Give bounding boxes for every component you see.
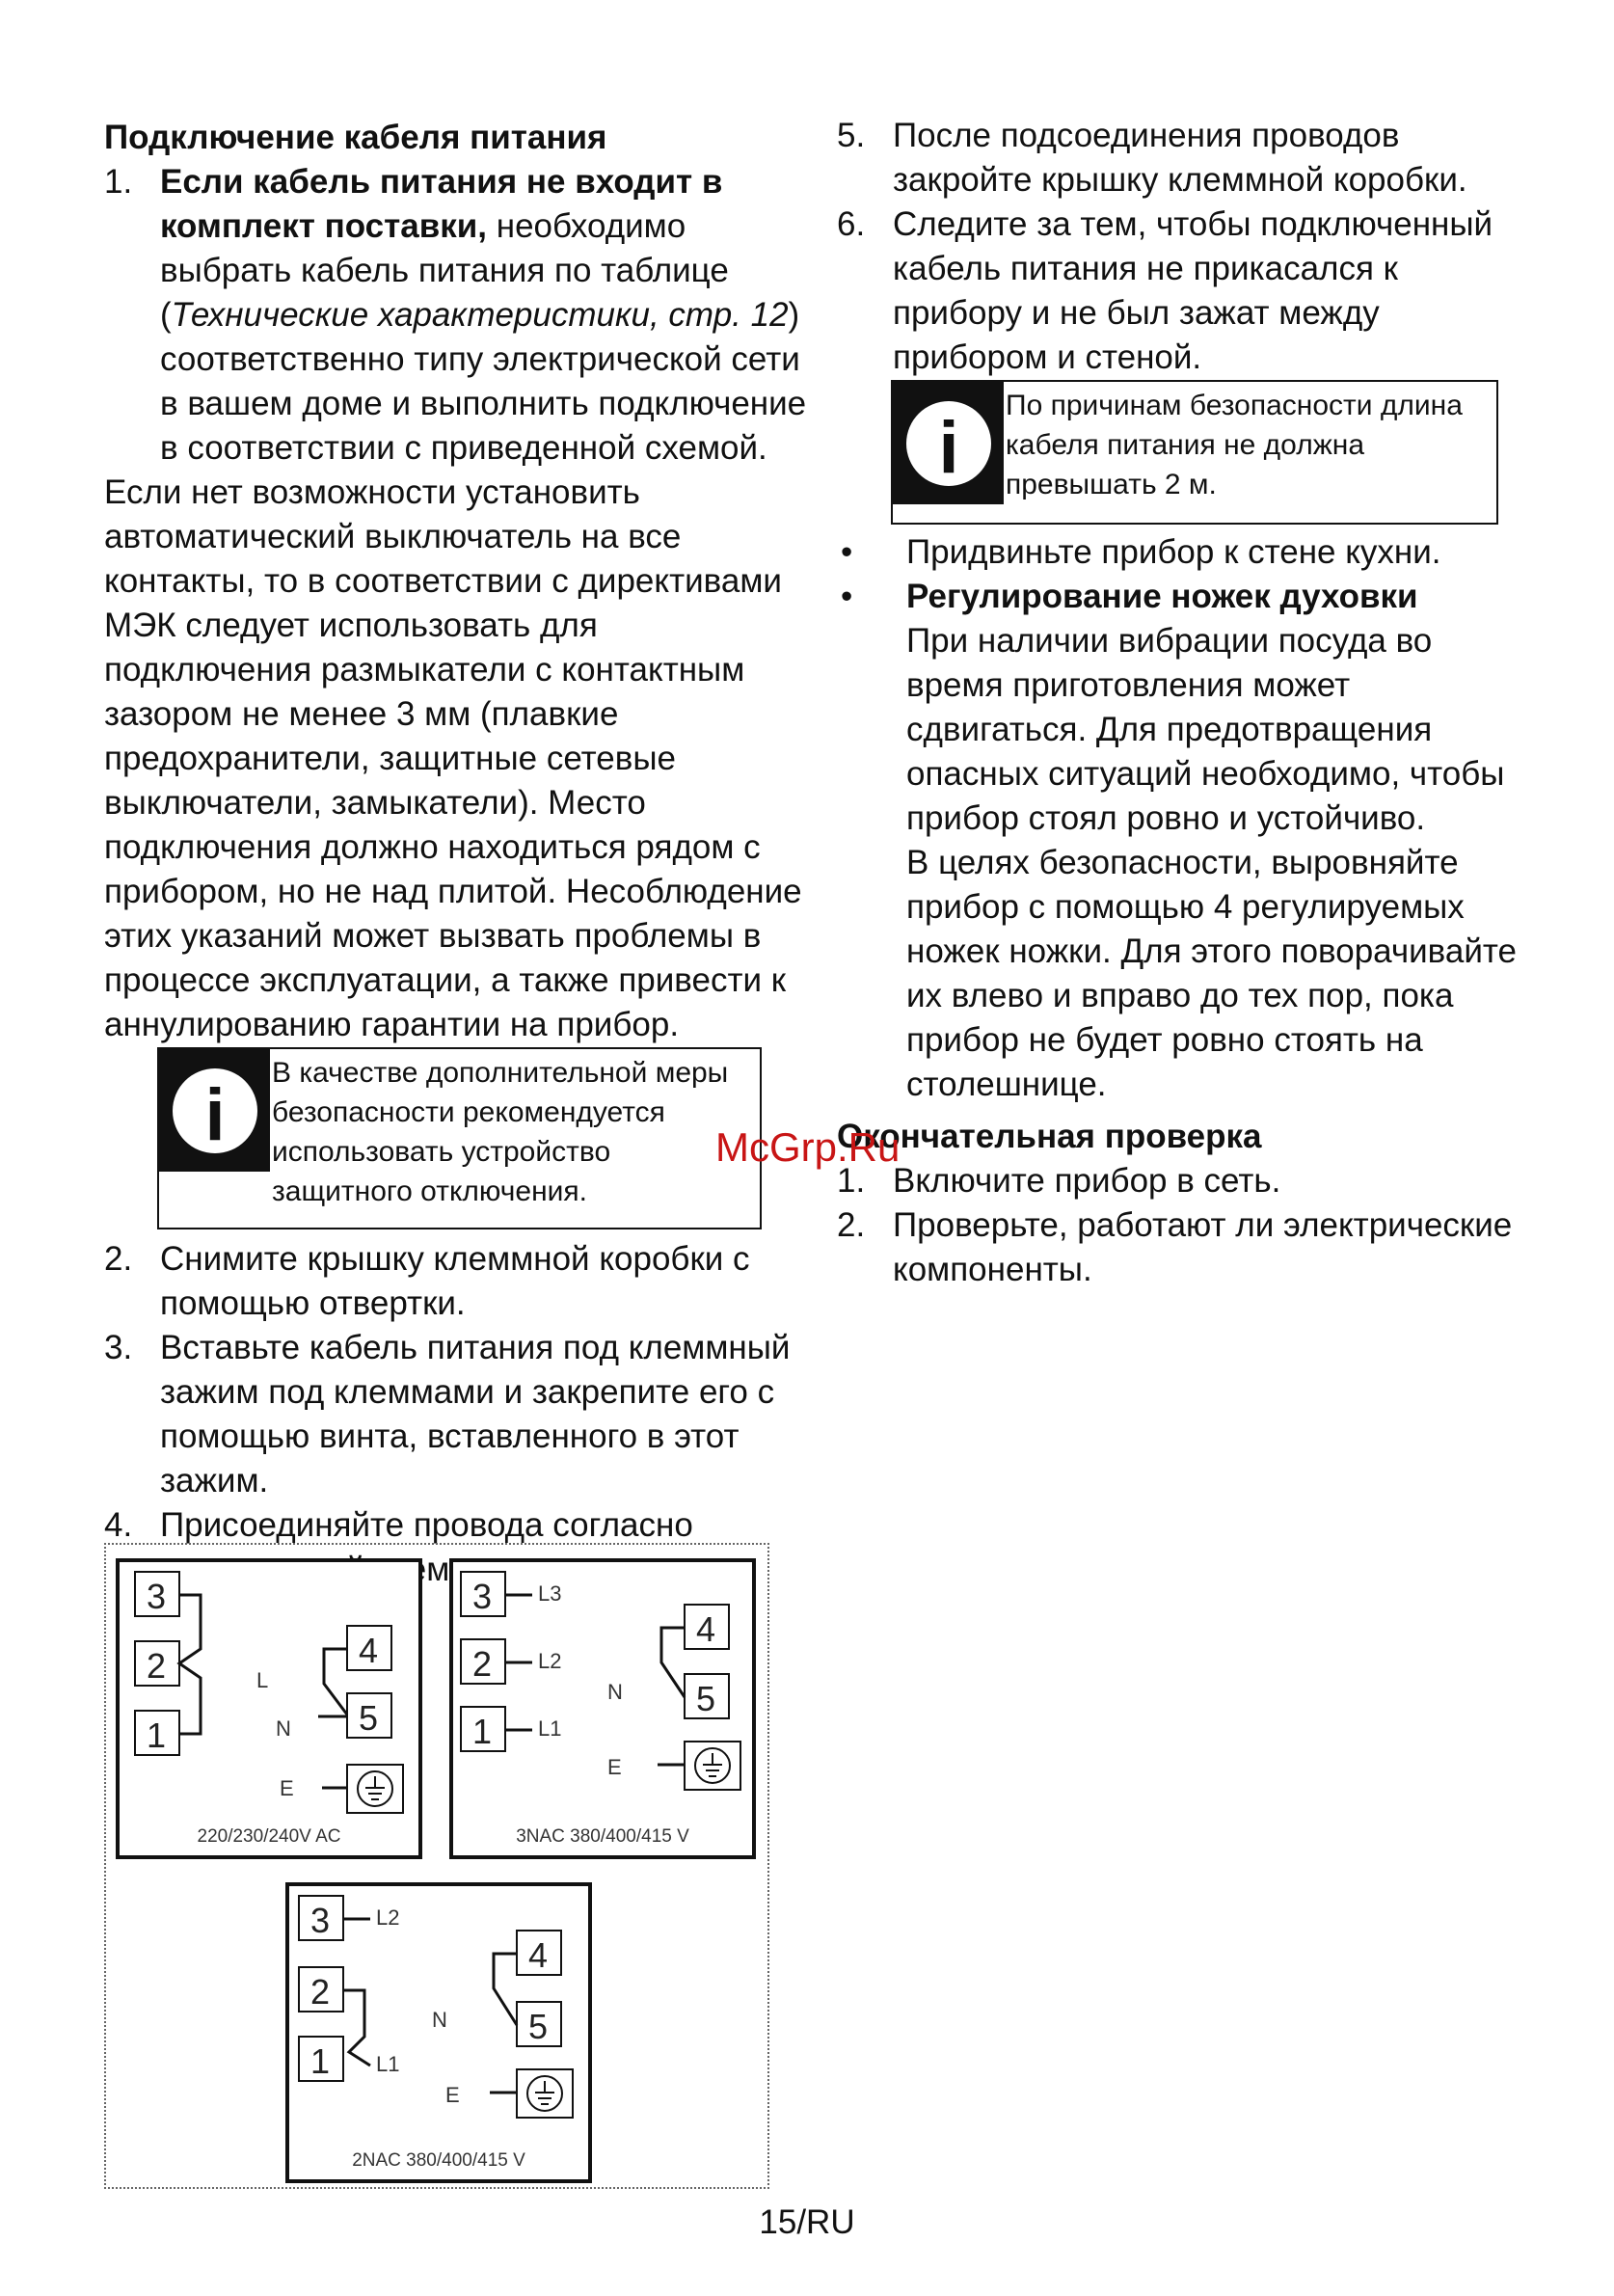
line-label-L2: L2	[376, 1905, 400, 1930]
bullet-paragraph: В целях безопасности, выровняйте прибор с помощью 4 регулируемых ножек ножки. Для этого поворачивайте их влево и вправо до тех пор, пока прибор не будет ровно стоять на столешнице.	[906, 844, 1517, 1103]
terminal-3-label: 3	[472, 1577, 493, 1616]
section-heading-power-cable: Подключение кабеля питания	[104, 119, 607, 156]
bullet-content	[906, 575, 1531, 1107]
bullet-item	[837, 530, 1531, 575]
list-item	[104, 160, 808, 471]
reference-link-text: Технические характеристики, стр. 12	[171, 296, 789, 334]
terminal-3-label: 3	[147, 1577, 167, 1616]
neutral-label: N	[607, 1680, 623, 1704]
terminal-4-label: 4	[696, 1609, 716, 1649]
section-heading-final-check: Окончательная проверка	[837, 1118, 1262, 1155]
earth-label: E	[607, 1755, 622, 1779]
list-item	[837, 1159, 1531, 1203]
info-box-cable-length	[891, 380, 1498, 525]
bold-text: Если кабель питания не входит в комплект поставки,	[160, 163, 723, 245]
list-number: 6.	[837, 205, 866, 243]
terminal-2-label: 2	[310, 1972, 331, 2012]
wiring-diagram-1phase	[116, 1558, 422, 1859]
list-item	[104, 1237, 808, 1326]
wiring-diagrams	[104, 1543, 769, 2189]
list-text: Проверьте, работают ли электрические компоненты.	[893, 1206, 1513, 1288]
terminal-1-label: 1	[147, 1715, 167, 1755]
wiring-diagram-3phase	[449, 1558, 756, 1859]
text: ) соответственно типу электрической сети в вашем доме и выполнить подключение в соответствии с приведенной схемой.	[160, 296, 807, 467]
info-icon-glyph: i	[203, 1073, 226, 1156]
neutral-label: N	[432, 2008, 447, 2032]
info-icon-glyph: i	[937, 406, 959, 489]
list-text: Присоединяйте провода согласно схеме.	[160, 1506, 693, 1588]
info-icon	[893, 382, 1004, 504]
list-number: 3.	[104, 1329, 133, 1366]
wiring-diagram-2phase	[285, 1882, 592, 2183]
list-item	[837, 1203, 1531, 1292]
diagram-caption: 3NAC 380/400/415 V	[516, 1826, 689, 1847]
list-text: После подсоединения проводов закройте крышку клеммной коробки.	[893, 117, 1467, 199]
info-box-rcd	[157, 1047, 762, 1229]
list-text: Снимите крышку клеммной коробки с помощью отвертки.	[160, 1240, 750, 1322]
bullet-text: Придвиньте прибор к стене кухни.	[906, 533, 1441, 571]
list-number: 2.	[104, 1240, 133, 1278]
terminal-1-label: 1	[472, 1712, 493, 1751]
terminal-4-label: 4	[528, 1935, 549, 1975]
terminal-5-label: 5	[696, 1679, 716, 1718]
line-label-L: L	[256, 1668, 269, 1692]
terminal-3-label: 3	[310, 1901, 331, 1940]
terminal-4-label: 4	[359, 1631, 379, 1670]
list-text	[160, 160, 808, 471]
diagram-caption: 2NAC 380/400/415 V	[352, 2150, 525, 2171]
list-number: 2.	[837, 1206, 866, 1244]
earth-label: E	[445, 2083, 460, 2107]
right-column	[837, 114, 1531, 1292]
list-number: 1.	[837, 1162, 866, 1200]
bullet-title: Регулирование ножек духовки	[906, 578, 1418, 615]
list-number: 1.	[104, 163, 133, 201]
page-number: 15/RU	[759, 2203, 855, 2241]
terminal-1-label: 1	[310, 2041, 331, 2081]
watermark: McGrp.Ru	[715, 1124, 901, 1170]
list-number: 4.	[104, 1506, 133, 1544]
line-label-L2: L2	[538, 1649, 562, 1673]
bullet-paragraph: При наличии вибрации посуда во время приготовления может сдвигаться. Для предотвращения опасных ситуаций необходимо, чтобы прибор стоял ровно и устойчиво.	[906, 622, 1505, 837]
list-item	[837, 114, 1531, 203]
bullet-icon: •	[841, 533, 853, 571]
line-label-L1: L1	[376, 2052, 400, 2076]
terminal-2-label: 2	[147, 1646, 167, 1686]
bullet-icon: •	[841, 578, 853, 615]
terminal-2-label: 2	[472, 1644, 493, 1684]
terminal-5-label: 5	[528, 2007, 549, 2046]
terminal-5-label: 5	[359, 1698, 379, 1738]
body-paragraph: Если нет возможности установить автоматический выключатель на все контакты, то в соответствии с директивами МЭК следует использовать для подключения размыкатели с контактным зазором не менее 3 мм (плавкие предохранители, защитные сетевые выключатели, замыкатели). Место подключения должно находиться рядом с прибором, но не над плитой. Несоблюдение этих указаний может вызвать проблемы в процессе эксплуатации, а также привести к аннулированию гарантии на прибор.	[104, 473, 802, 1043]
list-item	[837, 203, 1531, 380]
earth-label: E	[280, 1776, 294, 1800]
info-icon	[159, 1049, 270, 1172]
line-label-L1: L1	[538, 1716, 562, 1741]
neutral-label: N	[276, 1716, 291, 1741]
diagram-caption: 220/230/240V AC	[197, 1826, 341, 1847]
list-text: Вставьте кабель питания под клеммный зажим под клеммами и закрепите его с помощью винта, вставленного в этот зажим.	[160, 1329, 791, 1499]
earth-icon	[358, 1771, 392, 1806]
earth-icon	[695, 1748, 730, 1783]
list-item	[104, 1326, 808, 1503]
list-number: 5.	[837, 117, 866, 154]
earth-icon	[527, 2076, 562, 2111]
line-label-L3: L3	[538, 1581, 562, 1606]
info-text: По причинам безопасности длина кабеля питания не должна превышать 2 м.	[1006, 390, 1463, 500]
info-text: В качестве дополнительной меры безопасности рекомендуется использовать устройство защитного отключения.	[272, 1057, 729, 1207]
left-column	[104, 116, 808, 1592]
list-text: Следите за тем, чтобы подключенный кабель питания не прикасался к прибору и не был зажат между прибором и стеной.	[893, 205, 1493, 376]
list-text: Включите прибор в сеть.	[893, 1162, 1281, 1200]
text: необходимо выбрать кабель питания по таблице (	[160, 207, 729, 334]
bullet-item	[837, 575, 1531, 1107]
